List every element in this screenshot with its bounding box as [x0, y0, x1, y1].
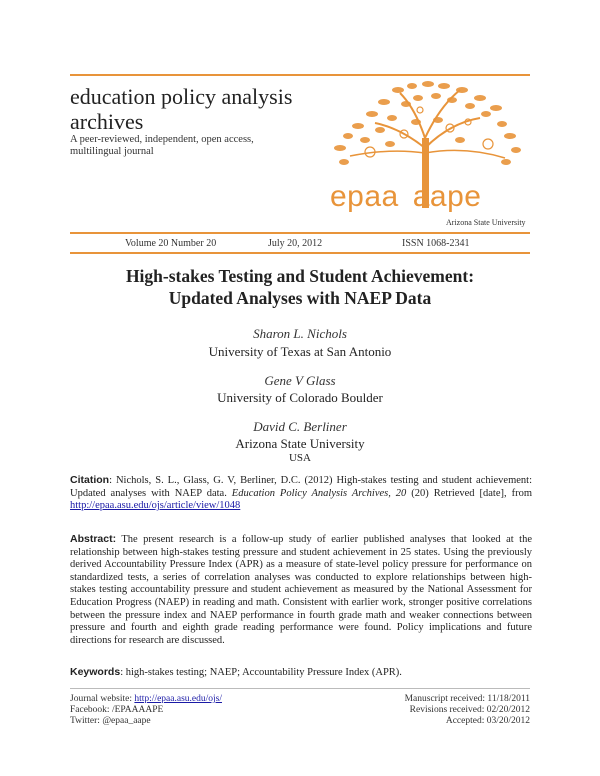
- article-title: [60, 265, 540, 309]
- article-title-line2: Updated Analyses with NAEP Data: [168, 288, 432, 308]
- issue-date: July 20, 2012: [268, 238, 323, 249]
- issue-top-rule: [70, 232, 530, 234]
- issn: ISSN 1068-2341: [402, 238, 470, 249]
- abstract-label: Abstract:: [70, 533, 117, 545]
- website-label: Journal website:: [70, 694, 135, 704]
- header-top-rule: [70, 74, 530, 76]
- article-title-line1: High-stakes Testing and Student Achievement:: [125, 266, 475, 286]
- abstract: [70, 533, 532, 647]
- journal-tagline: A peer-reviewed, independent, open access, multilingual journal: [70, 134, 254, 157]
- citation-link[interactable]: http://epaa.asu.edu/ojs/article/view/1048: [70, 500, 241, 512]
- footer-left: [70, 694, 330, 727]
- volume-number: Volume 20 Number 20: [125, 238, 217, 249]
- journal-title: education policy analysis archives: [70, 84, 293, 134]
- footer-right: [330, 694, 530, 727]
- issue-bottom-rule: [70, 252, 530, 254]
- facebook-handle: Facebook: /EPAAAAPE: [70, 705, 164, 715]
- keywords: [70, 666, 532, 680]
- manuscript-received: Manuscript received: 11/18/2011: [404, 694, 530, 704]
- university-label: Arizona State University: [446, 218, 526, 227]
- author-affiliation-2: University of Colorado Boulder: [217, 390, 383, 405]
- citation-text-b: (20) Retrieved [date], from: [406, 487, 533, 499]
- keywords-label: Keywords: [70, 666, 121, 678]
- logo-epaa: epaa: [330, 180, 399, 213]
- accepted-date: Accepted: 03/20/2012: [445, 716, 530, 726]
- author-country-3: USA: [288, 452, 311, 464]
- journal-website: [70, 694, 330, 705]
- author-affiliation-3: Arizona State University: [235, 436, 365, 451]
- citation-label: Citation: [70, 474, 110, 486]
- author-affiliation-1: University of Texas at San Antonio: [208, 344, 392, 359]
- citation: [70, 474, 532, 513]
- revisions-received: Revisions received: 02/20/2012: [409, 705, 530, 715]
- keywords-text: : high-stakes testing; NAEP; Accountability Pressure Index (APR).: [120, 667, 402, 678]
- abstract-text: The present research is a follow-up study of earlier published analyses that looked at the relationship between high-stakes testing pressure and student achievement in 25 states. Using the previously derived Accountability Pressure Index (APR) as a measure of state-level policy pressure for performance on standardized tests, a series of correlation analyses was conducted to explore relationships between high-stakes testing accountability pressure and student achievement as measured by the National Assessment for Education Progress (NAEP) in reading and math. Consistent with earlier work, stronger positive correlations between the pressure index and NAEP performance in fourth grade math and weaker connections between pressure and fourth and eighth grade reading performance were found. Policy implications and future directions for research are discussed.: [70, 534, 532, 646]
- website-link[interactable]: http://epaa.asu.edu/ojs/: [134, 694, 222, 704]
- author-name-3: David C. Berliner: [253, 419, 347, 434]
- author-name-1: Sharon L. Nichols: [253, 326, 347, 341]
- citation-text-a: : Nichols, S. L., Glass, G. V, Berliner, D.C. (2012) High-stakes testing and student achievement: Updated analyses with NAEP data.: [70, 475, 532, 499]
- citation-journal: Education Policy Analysis Archives, 20: [231, 487, 407, 499]
- footer-rule: [70, 688, 530, 689]
- logo-wordmark: [330, 180, 530, 214]
- twitter-handle: Twitter: @epaa_aape: [70, 716, 151, 726]
- logo-aape: aape: [412, 180, 482, 213]
- author-name-2: Gene V Glass: [264, 373, 336, 388]
